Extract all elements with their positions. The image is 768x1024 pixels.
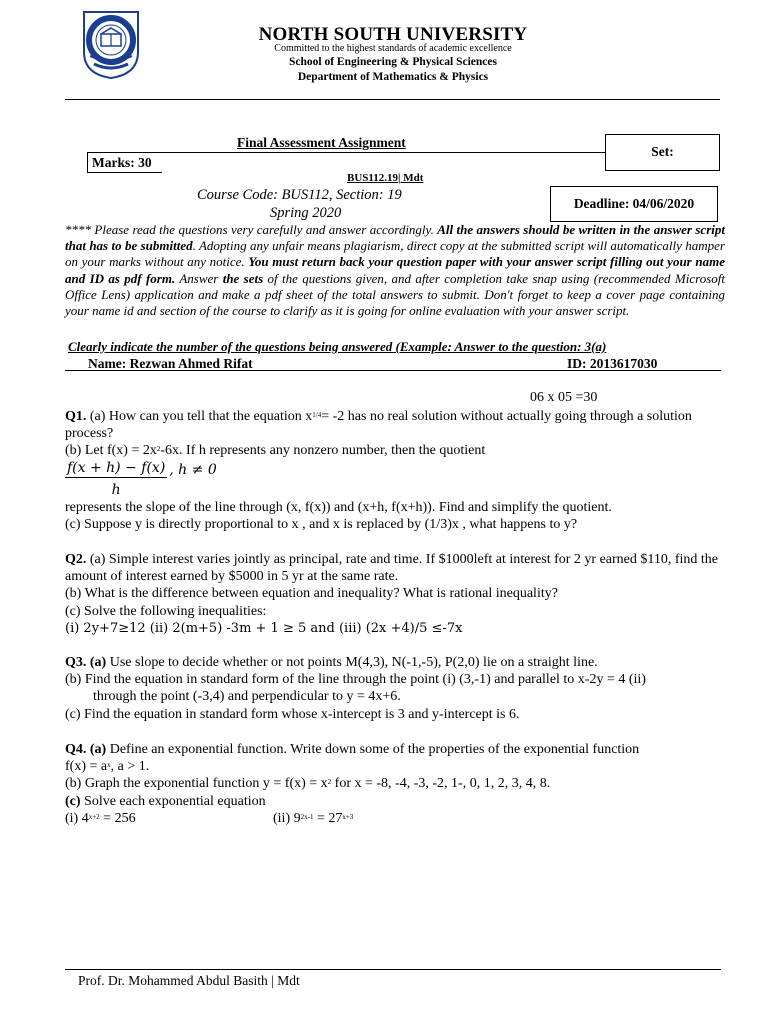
q4-part-a-continued: $f(x) = a^x$, a > 1. bbox=[65, 759, 150, 775]
marks-box bbox=[87, 152, 606, 173]
name-id-rule bbox=[65, 370, 721, 371]
q4-part-c: (c) Solve each exponential equation bbox=[65, 793, 266, 809]
q3-part-b-continued: through the point (-3,4) and perpendicular to y = 4x+6. bbox=[93, 689, 401, 705]
q4-equations bbox=[65, 810, 725, 827]
q3-part-a: Q3. (a) Use slope to decide whether or not points M(4,3), N(-1,-5), P(2,0) lie on a straight line. bbox=[65, 655, 598, 670]
fraction-denominator: h bbox=[111, 482, 121, 498]
question-2 bbox=[65, 551, 725, 637]
footer-rule bbox=[65, 969, 721, 970]
set-label: Set: bbox=[651, 144, 674, 159]
q4-equation-ii: (ii) $9^{2x-1} = 27^{x+3}$ bbox=[273, 810, 354, 826]
marks-box-bottom bbox=[87, 172, 162, 173]
course-code-line: Course Code: BUS112, Section: 19 bbox=[197, 187, 402, 203]
question-3 bbox=[65, 654, 725, 723]
q4-part-b: (b) Graph the exponential function $y = f(x) = x^2$ for x = -8, -4, -3, -2, 1-, 0, 1, 2, 3, 4, 8. bbox=[65, 776, 551, 792]
q2-part-a: Q2. (a) Simple interest varies jointly as principal, rate and time. If $1000left at interest for 2 yr earned $110, find the amount of interest earned by $5000 in 5 yr at the same rate. bbox=[65, 552, 719, 585]
student-id: ID: 2013617030 bbox=[567, 356, 658, 371]
answer-indication-note: Clearly indicate the number of the questions being answered (Example: Answer to the question: 3(a) bbox=[68, 339, 607, 354]
q3-part-c: (c) Find the equation in standard form whose x-intercept is 3 and y-intercept is 6. bbox=[65, 706, 520, 722]
q3-part-b: (b) Find the equation in standard form of the line through the point (i) (3,-1) and parallel to x-2y = 4 (ii) bbox=[65, 672, 646, 688]
q1-part-c: (c) Suppose y is directly proportional to x , and x is replaced by (1/3)x , what happens to y? bbox=[65, 517, 578, 533]
question-1 bbox=[65, 408, 725, 460]
term-label: Spring 2020 bbox=[270, 205, 342, 221]
school-name: School of Engineering & Physical Sciences bbox=[289, 56, 497, 68]
question-4 bbox=[65, 741, 725, 827]
department-name: Department of Mathematics & Physics bbox=[297, 71, 489, 83]
q4-part-a: Q4. (a) Define an exponential function. Write down some of the properties of the exponential function bbox=[65, 742, 640, 757]
difference-quotient-formula bbox=[65, 460, 217, 498]
q2-part-b: (b) What is the difference between equation and inequality? What is rational inequality? bbox=[65, 586, 558, 602]
instructions-paragraph: **** Please read the questions very carefully and answer accordingly. All the answers should be written in the answer script that has to be submitted. Adopting any unfair means plagiarism, direct copy at the submitted script will automatically hamper on your marks without any notice. You must return back your question paper with your answer script filling out your name and ID as pdf form. Answer the sets of the questions given, and after completion take snap using (recommended Microsoft Office Lens) application and make a pdf sheet of the total answers to submit. Don't forget to keep a cover page containing your name id and section of the course to clarify as it is going for online evaluation with your answer script. bbox=[65, 222, 725, 319]
fraction-numerator: f(x + h) − f(x) bbox=[67, 460, 166, 476]
q2-inequalities: (i) 2y+7≥12 (ii) 2(m+5) -3m + 1 ≥ 5 and (iii) (2x +4)/5 ≤-7x bbox=[65, 620, 463, 636]
q1-part-a: Q1. (a) How can you tell that the equation $x^{1/4}= -2$ has no real solution without actually going through a solution process? bbox=[65, 409, 692, 442]
q2-part-c: (c) Solve the following inequalities: bbox=[65, 603, 267, 619]
header-divider bbox=[65, 99, 720, 100]
university-motto: Committed to the highest standards of academic excellence bbox=[274, 43, 512, 54]
fraction-condition: , h ≠ 0 bbox=[169, 462, 217, 478]
university-name: NORTH SOUTH UNIVERSITY bbox=[258, 24, 528, 45]
assignment-title: Final Assessment Assignment bbox=[237, 135, 406, 150]
q1-part-b: (b) Let $f(x) = 2x^2-6x$. If h represents any nonzero number, then the quotient bbox=[65, 443, 486, 459]
q1-part-b-continued: represents the slope of the line through (x, f(x)) and (x+h, f(x+h)). Find and simplify the quotient. bbox=[65, 500, 612, 515]
footer-author: Prof. Dr. Mohammed Abdul Basith | Mdt bbox=[78, 973, 300, 988]
deadline-label: Deadline: 04/06/2020 bbox=[573, 196, 695, 211]
marks-formula: 06 x 05 =30 bbox=[530, 390, 598, 405]
question-1-continued bbox=[65, 499, 725, 533]
marks-box-side bbox=[87, 152, 88, 172]
student-name: Name: Rezwan Ahmed Rifat bbox=[88, 356, 253, 371]
marks-label: Marks: 30 bbox=[92, 155, 152, 170]
university-logo bbox=[80, 8, 142, 80]
q4-equation-i: (i) $4^{x+2} = 256$ bbox=[65, 810, 136, 826]
course-code-reference: BUS112.19| Mdt bbox=[347, 172, 424, 184]
